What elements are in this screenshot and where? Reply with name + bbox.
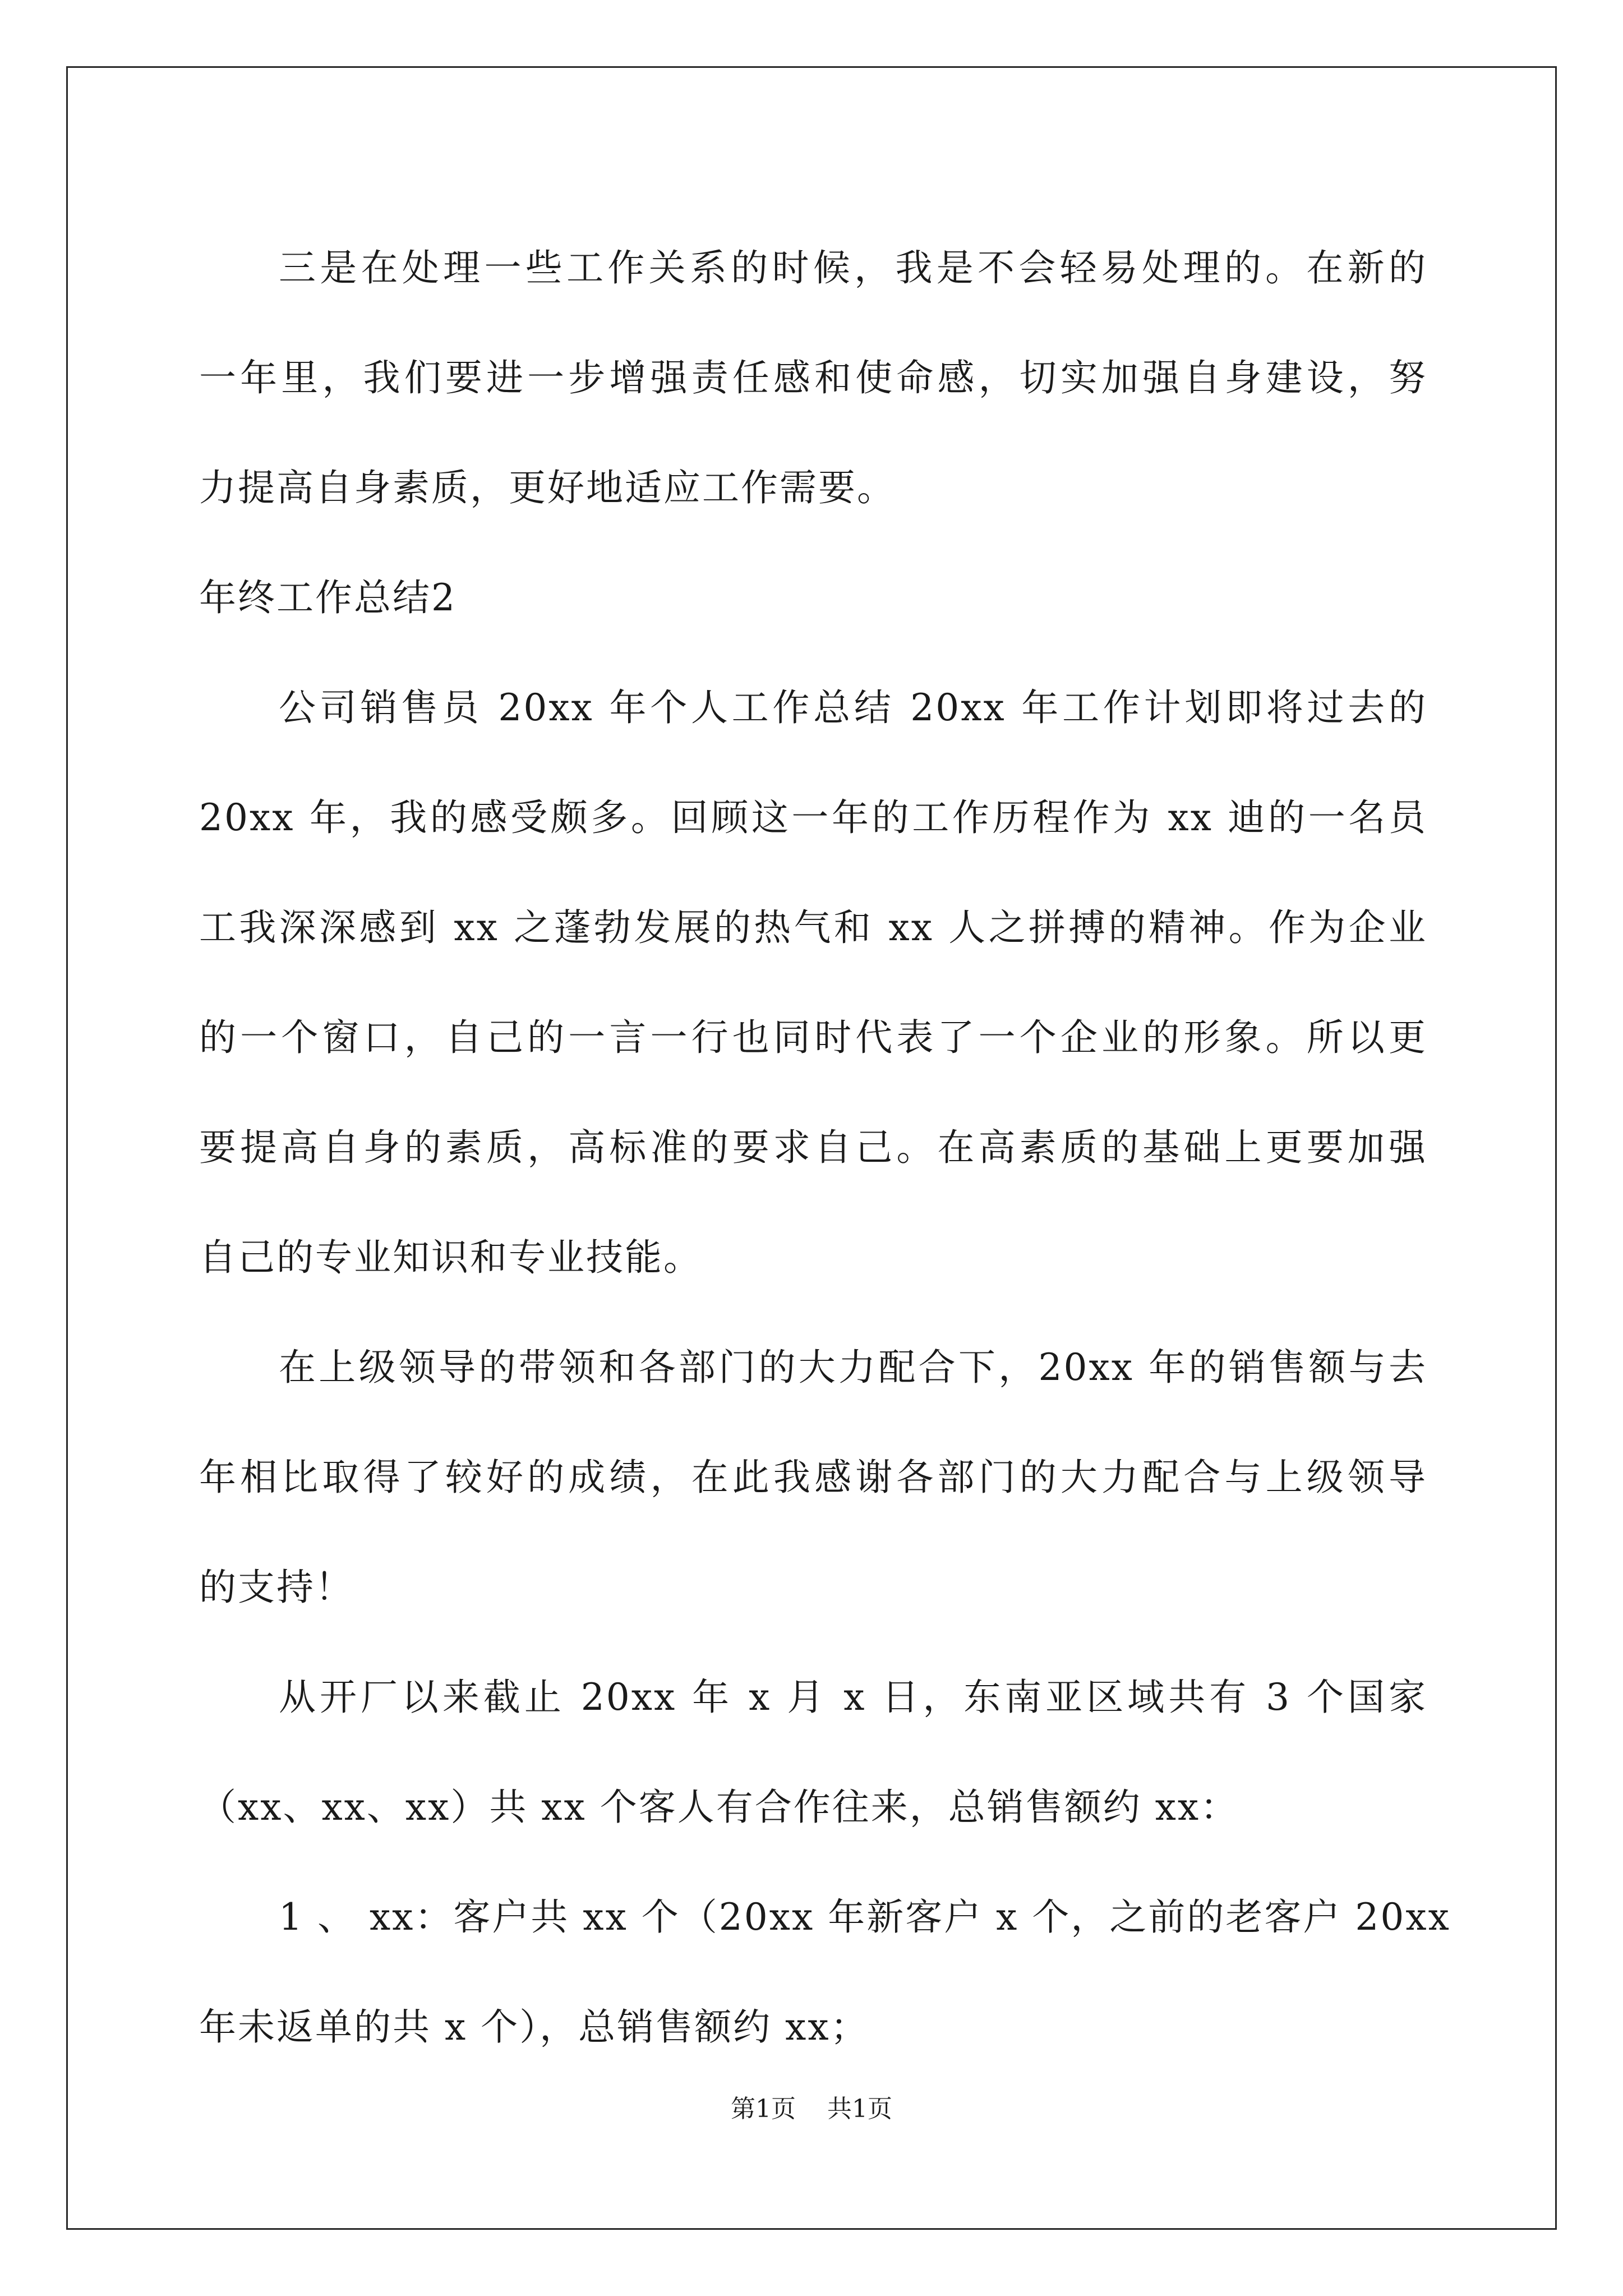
text-line: 要提高自身的素质，高标准的要求自己。在高素质的基础上更要加强: [199, 1126, 1427, 1169]
page-number: 第1页: [731, 2095, 796, 2123]
heading-text: 年终工作总结2: [199, 576, 457, 619]
text-line: 1 、 xx：客户共 xx 个（20xx 年新客户 x 个，之前的老客户 20xx: [279, 1895, 1451, 1939]
text-line: 年相比取得了较好的成绩，在此我感谢各部门的大力配合与上级领导: [199, 1456, 1427, 1499]
paragraph-intro: [199, 653, 1427, 1313]
text-line: 自己的专业知识和专业技能。: [199, 1236, 702, 1279]
paragraph-region-summary: [199, 1642, 1427, 1862]
document-body: [199, 213, 1451, 2082]
page-footer: [0, 2092, 1623, 2126]
text-line: 公司销售员 20xx 年个人工作总结 20xx 年工作计划即将过去的: [279, 686, 1427, 729]
text-line: 从开厂以来截止 20xx 年 x 月 x 日，东南亚区域共有 3 个国家: [279, 1676, 1427, 1719]
text-line: （xx、xx、xx）共 xx 个客人有合作往来，总销售额约 xx：: [199, 1786, 1239, 1829]
text-line: 力提高自身素质，更好地适应工作需要。: [199, 466, 896, 509]
text-line: 的一个窗口，自己的一言一行也同时代表了一个企业的形象。所以更: [199, 1016, 1427, 1059]
text-line: 年未返单的共 x 个），总销售额约 xx；: [199, 2005, 869, 2049]
page-total: 共1页: [827, 2095, 892, 2123]
text-line: 的支持！: [199, 1566, 354, 1609]
paragraph-work-relations: [199, 213, 1427, 543]
text-line: 20xx 年，我的感受颇多。回顾这一年的工作历程作为 xx 迪的一名员: [199, 796, 1427, 839]
text-line: 一年里，我们要进一步增强责任感和使命感，切实加强自身建设，努: [199, 356, 1427, 399]
text-line: 工我深深感到 xx 之蓬勃发展的热气和 xx 人之拼搏的精神。作为企业: [199, 906, 1427, 949]
section-heading: [199, 543, 1427, 653]
paragraph-sales-thanks: [199, 1313, 1427, 1642]
paragraph-list-item-1: [199, 1862, 1451, 2082]
text-line: 在上级领导的带领和各部门的大力配合下，20xx 年的销售额与去: [279, 1346, 1427, 1389]
text-line: 三是在处理一些工作关系的时候，我是不会轻易处理的。在新的: [279, 246, 1427, 289]
